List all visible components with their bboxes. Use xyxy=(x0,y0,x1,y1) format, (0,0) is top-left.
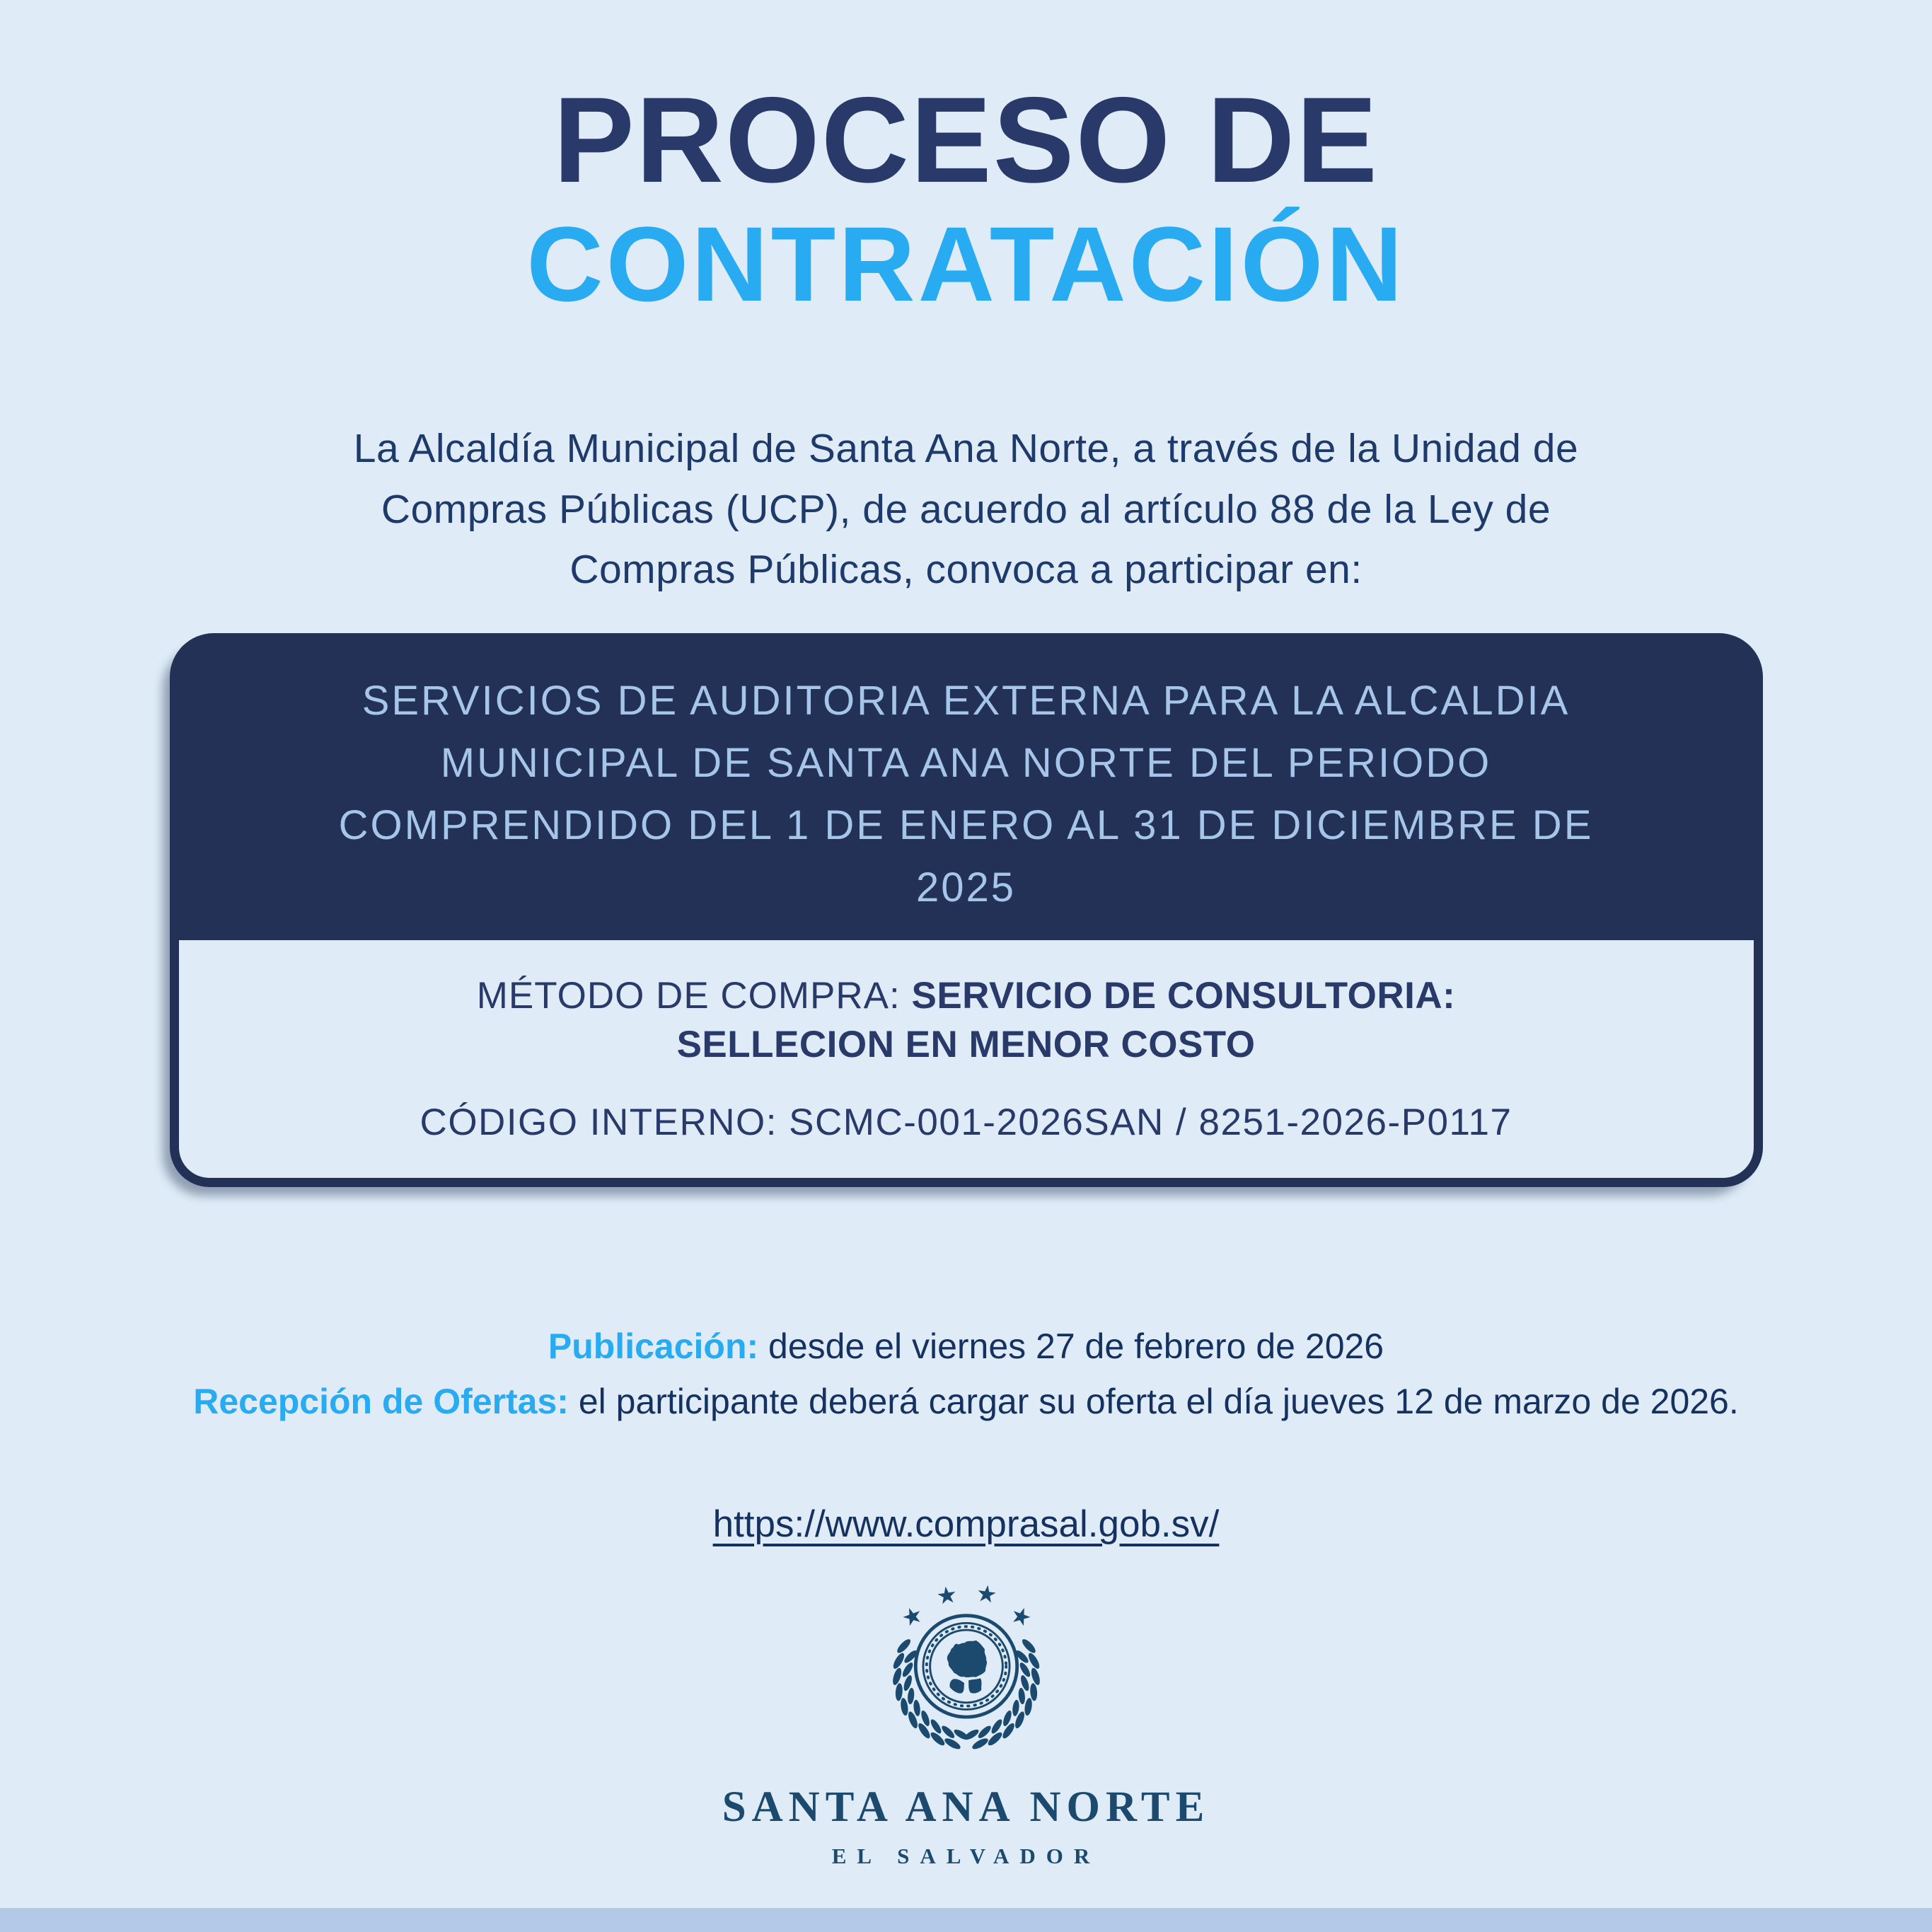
map-silhouette xyxy=(946,1640,987,1694)
star-icon: ★ xyxy=(934,1580,959,1611)
intro-line: Compras Públicas (UCP), de acuerdo al artículo 88 de la Ley de xyxy=(381,486,1551,532)
internal-code-line: CÓDIGO INTERNO: SCMC-001-2026SAN / 8251-2026-P0117 xyxy=(420,1101,1512,1144)
reception-label: Recepción de Ofertas: xyxy=(193,1382,579,1422)
object-line: 2025 xyxy=(915,864,1017,910)
municipality-emblem xyxy=(877,1575,1055,1775)
intro-paragraph xyxy=(0,419,1932,601)
purchase-method-line2 xyxy=(221,1020,1711,1070)
comprasal-link-row xyxy=(0,1503,1932,1546)
purchase-method-line xyxy=(221,971,1711,1021)
procurement-card xyxy=(170,633,1763,1188)
intro-line: La Alcaldía Municipal de Santa Ana Norte, a través de la Unidad de xyxy=(353,426,1579,471)
dates-block xyxy=(0,1319,1932,1429)
publication-line xyxy=(0,1319,1932,1374)
purchase-method-label: MÉTODO DE COMPRA: xyxy=(476,974,912,1017)
reception-text: el participante deberá cargar su oferta el día jueves 12 de marzo de 2026. xyxy=(578,1382,1739,1422)
municipality-logo xyxy=(0,1575,1932,1869)
procurement-detail-panel xyxy=(170,940,1763,1188)
intro-line: Compras Públicas, convoca a participar en: xyxy=(569,547,1363,592)
star-icon: ★ xyxy=(897,1600,927,1633)
footer-band xyxy=(0,1908,1932,1932)
purchase-method-value: SERVICIO DE CONSULTORIA: xyxy=(911,974,1456,1017)
reception-line xyxy=(0,1374,1932,1429)
star-icon: ★ xyxy=(973,1578,999,1609)
comprasal-link[interactable]: https://www.comprasal.gob.sv/ xyxy=(712,1503,1220,1546)
star-icon: ★ xyxy=(1006,1600,1036,1633)
poster-title-line2: CONTRATACIÓN xyxy=(526,204,1406,323)
purchase-method-value2: SELLECION EN MENOR COSTO xyxy=(676,1024,1256,1066)
logo-subtitle: EL SALVADOR xyxy=(831,1844,1101,1869)
object-line: SERVICIOS DE AUDITORIA EXTERNA PARA LA ALCALDIA xyxy=(361,677,1571,724)
object-line: MUNICIPAL DE SANTA ANA NORTE DEL PERIODO xyxy=(440,739,1492,786)
object-line: COMPRENDIDO DEL 1 DE ENERO AL 31 DE DICIEMBRE DE xyxy=(338,802,1594,848)
poster-title-line1: PROCESO DE xyxy=(553,72,1379,208)
publication-label: Publicación: xyxy=(548,1326,769,1367)
procurement-object-panel xyxy=(170,633,1763,940)
publication-text: desde el viernes 27 de febrero de 2026 xyxy=(768,1326,1384,1367)
logo-name: SANTA ANA NORTE xyxy=(722,1783,1210,1832)
